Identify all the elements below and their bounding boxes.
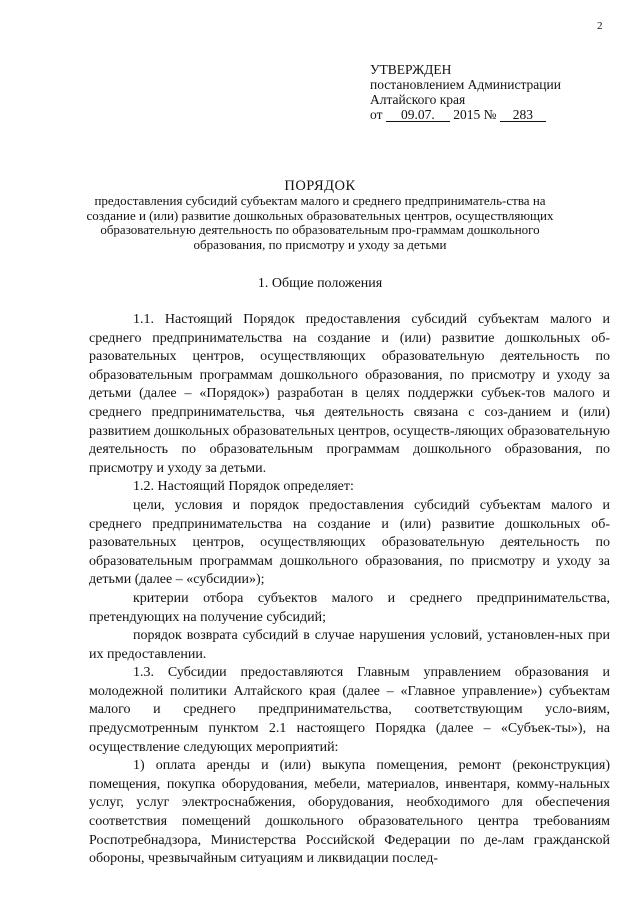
approval-year: 2015 (453, 107, 481, 122)
document-title-block (80, 178, 560, 252)
approval-date-line (370, 107, 561, 122)
paragraph: 1) оплата аренды и (или) выкупа помещения, ремонт (реконструкция) помещения, покупка оборудования, мебели, материалов, инвентаря, комму-нальных услуг, услуг электроснабжения, оборудования, необходимого для обеспечения соответствия помещений дошкольного образовательного центра требованиям Роспотребнадзора, Министерства Российской Федерации по де-лам гражданской обороны, чрезвычайным ситуациям и ликвидации послед- (89, 758, 610, 867)
from-label: от (370, 107, 383, 122)
section-heading: 1. Общие положения (257, 276, 383, 291)
number-label: № (483, 107, 497, 122)
approval-line-2: Алтайского края (370, 92, 466, 107)
paragraph: порядок возврата субсидий в случае нарушения условий, установлен-ных при их предоставлении. (89, 628, 610, 662)
paragraph: 1.1. Настоящий Порядок предоставления субсидий субъектам малого и среднего предпринимательства на создание и (или) развитие дошкольных об-разовательных центров, осуществляющих образовательную деятельность по образовательным программам дошкольного образования, по присмотру и уходу за детьми (далее – «Порядок») разработан в целях поддержки субъек-тов малого и среднего предпринимательства, чья деятельность связана с соз-данием и (или) развитием дошкольных образовательных центров, осуществ-ляющих образовательную деятельность по образовательным программам дошкольного образования, по присмотру и уходу за детьми. (89, 312, 610, 476)
document-body (89, 311, 610, 869)
paragraph: 1.3. Субсидии предоставляются Главным управлением образования и молодежной политики Алтайского края (далее – «Главное управление») субъектам малого и среднего предпринимательства, соответствующим усло-виям, предусмотренным пунктом 2.1 настоящего Порядка (далее – «Субъек-ты»), на осуществление следующих мероприятий: (89, 665, 610, 755)
document-title: ПОРЯДОК (284, 178, 356, 194)
approval-heading: УТВЕРЖДЕН (370, 62, 452, 77)
approval-block (370, 62, 561, 122)
document-subtitle: предоставления субсидий субъектам малого и среднего предприниматель-ства на создание и (или) развитие дошкольных образовательных центров, осуществляющих образовательную деятельность по образовательным про-граммам дошкольного образования, по присмотру и уходу за детьми (86, 193, 554, 252)
paragraph: критерии отбора субъектов малого и среднего предпринимательства, претендующих на получение субсидий; (89, 590, 610, 625)
paragraph: цели, условия и порядок предоставления субсидий субъектам малого и среднего предпринимательства на создание и (или) развитие дошкольных об-разовательных центров, осуществляющих образовательную деятельность по образовательным программам дошкольного образования, по присмотру и уходу за детьми (далее – «субсидии»); (89, 497, 610, 588)
approval-line-1: постановлением Администрации (370, 77, 561, 92)
approval-number: 283 (500, 108, 546, 122)
paragraph: 1.2. Настоящий Порядок определяет: (133, 479, 354, 495)
approval-date: 09.07. (386, 108, 450, 122)
page-number: 2 (597, 20, 603, 32)
